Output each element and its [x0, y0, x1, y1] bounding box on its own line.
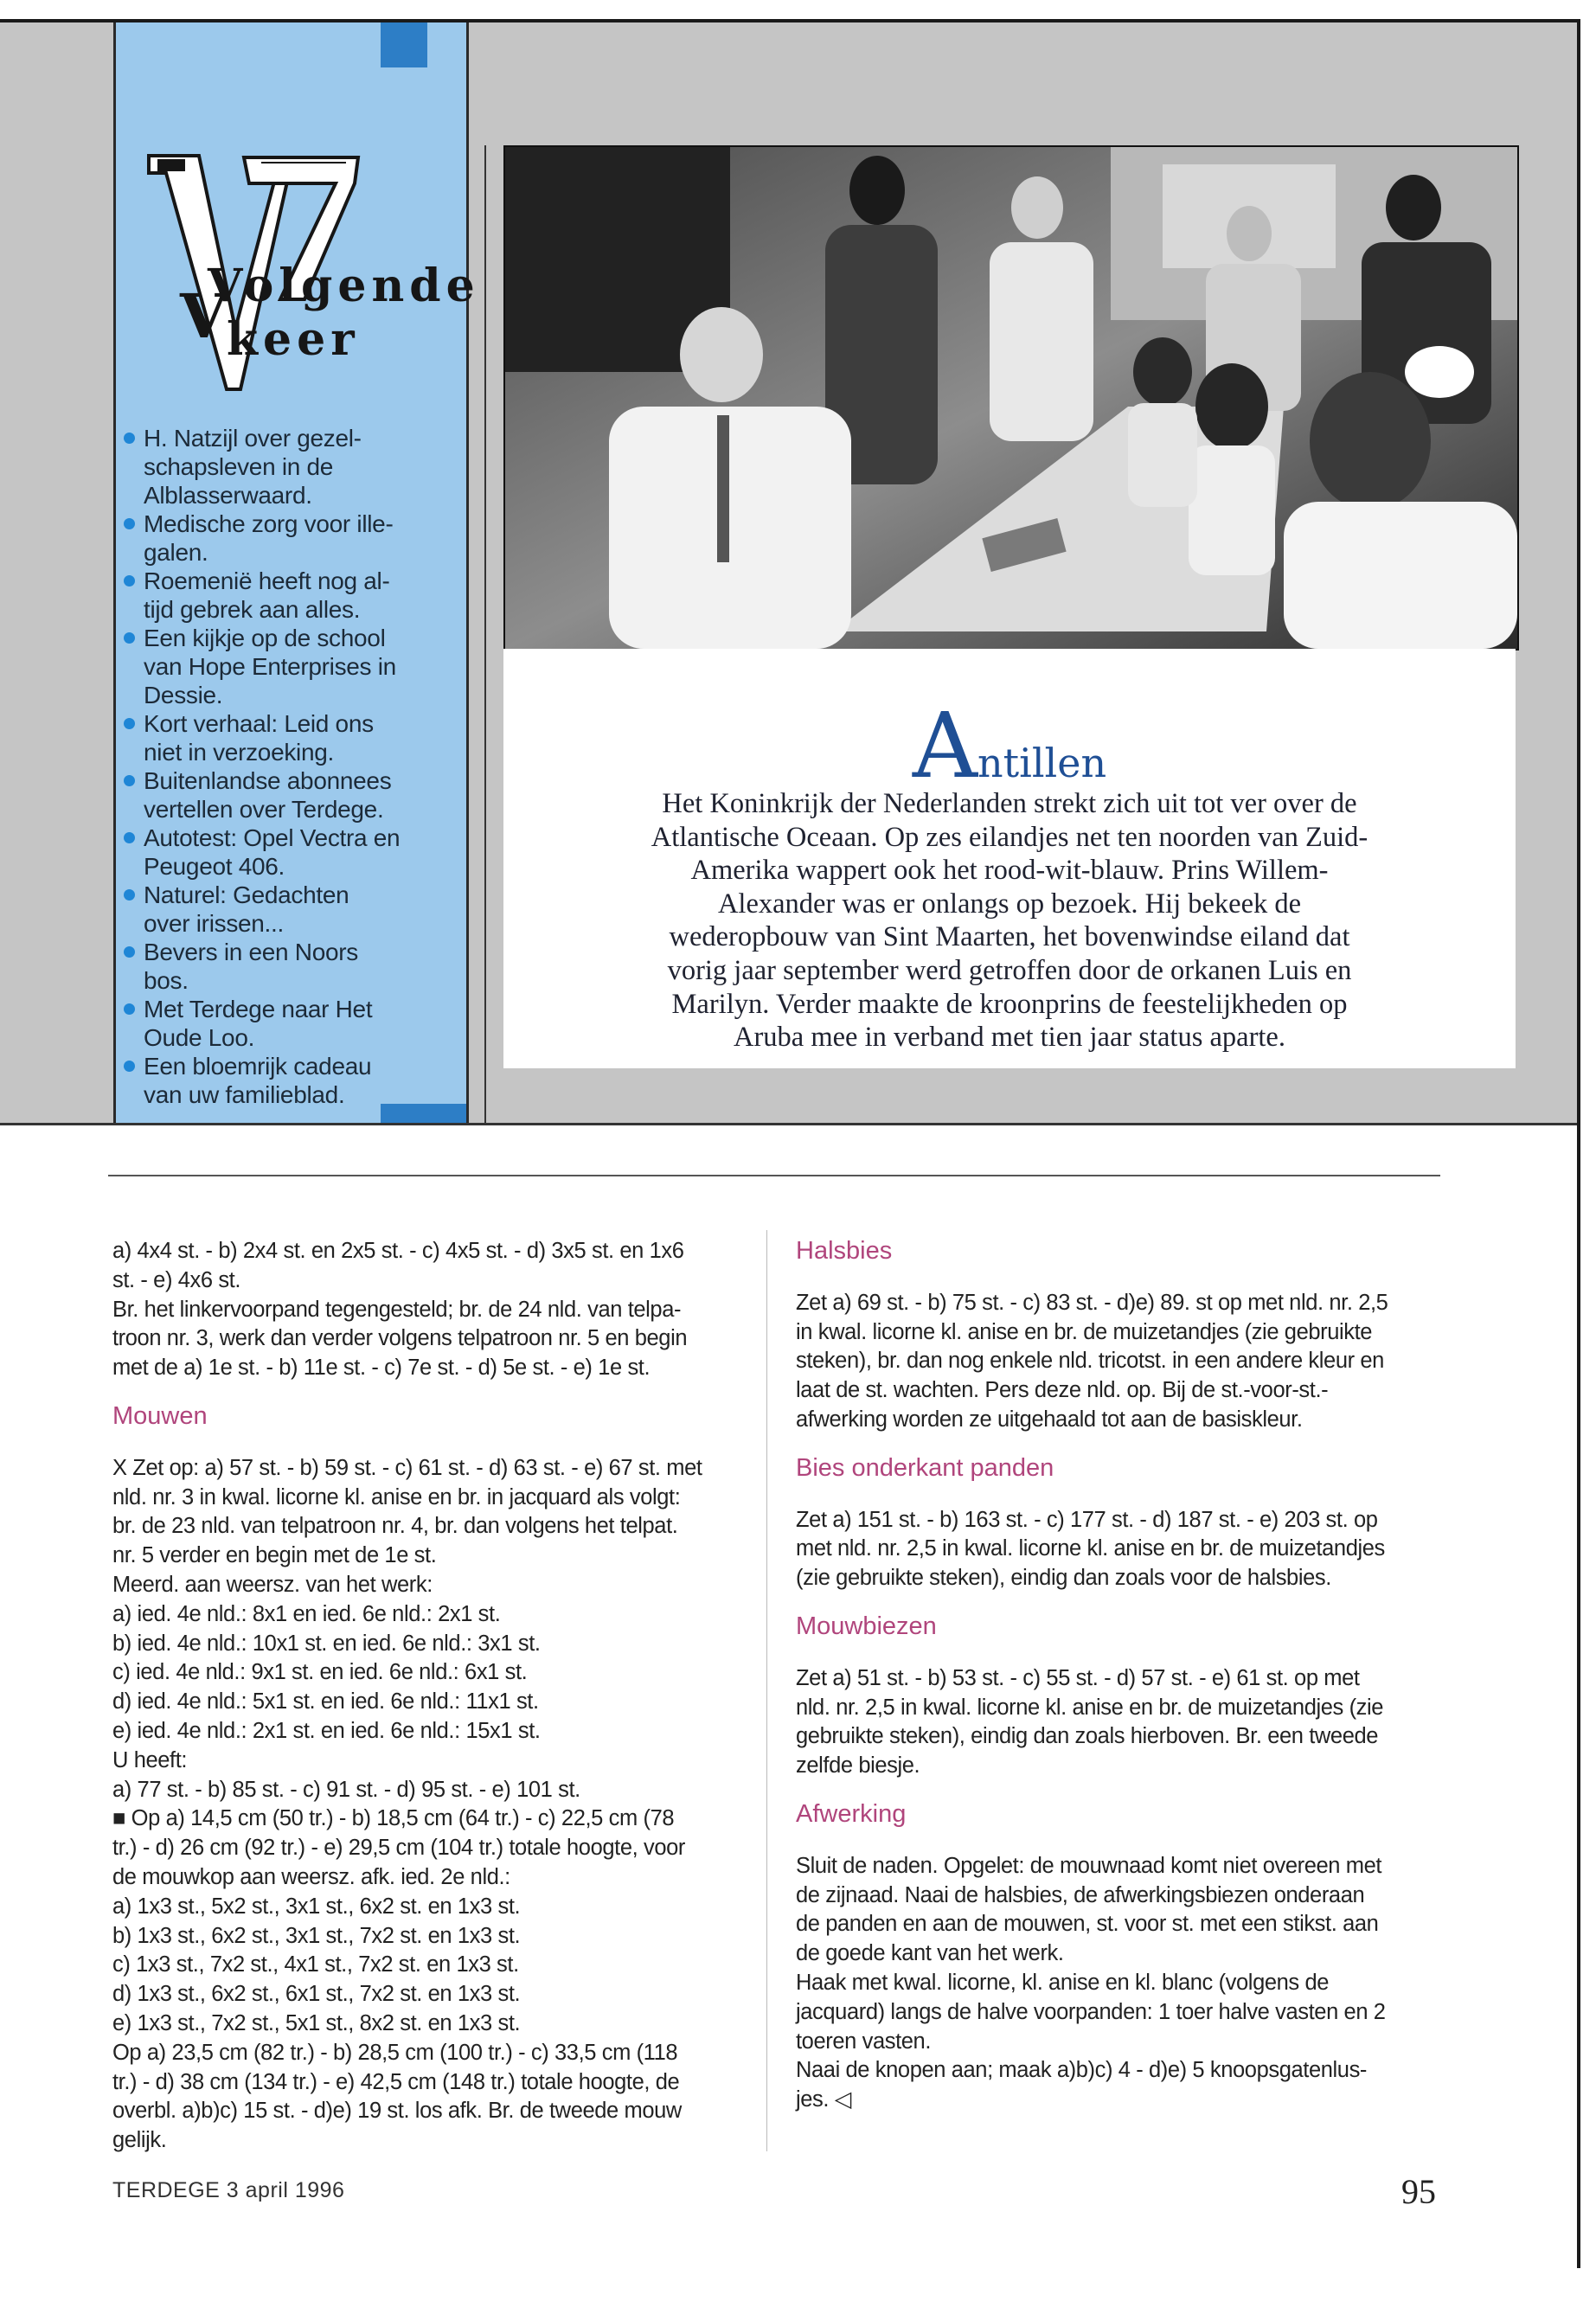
- article-column-right: [796, 1237, 1427, 2115]
- text-line: U heeft:: [112, 1747, 188, 1772]
- text-line: afwerking worden ze uitgehaald tot aan de basiskleur.: [796, 1407, 1303, 1432]
- text-line: Zet a) 69 st. - b) 75 st. - c) 83 st. - d)e) 89. st op met nld. nr. 2,5: [796, 1290, 1388, 1315]
- text-line: in kwal. licorne kl. anise en br. de muizetandjes (zie gebruikte: [796, 1319, 1373, 1344]
- text-line: Haak met kwal. licorne, kl. anise en kl. blanc (volgens de: [796, 1970, 1330, 1995]
- text-line: d) 1x3 st., 6x2 st., 6x1 st., 7x2 st. en 1x3 st.: [112, 1982, 521, 2007]
- text-line: ■ Op a) 14,5 cm (50 tr.) - b) 18,5 cm (64 tr.) - c) 22,5 cm (78: [112, 1806, 675, 1831]
- sidebar-title: [208, 260, 480, 367]
- feature-intro: [538, 787, 1481, 1054]
- next-issue-item-line: Met Terdege naar Het: [144, 996, 373, 1022]
- text-line: vorig jaar september werd getroffen door de orkanen Luis en: [667, 954, 1352, 986]
- bullet-icon: [124, 632, 135, 644]
- text-line: nld. nr. 3 in kwal. licorne kl. anise en br. in jacquard als volgt:: [112, 1484, 681, 1509]
- text-line: X Zet op: a) 57 st. - b) 59 st. - c) 61 st. - d) 63 st. - e) 67 st. met: [112, 1455, 702, 1480]
- next-issue-item-line: schapsleven in de: [144, 453, 334, 480]
- text-line: br. de 23 nld. van telpatroon nr. 4, br. dan volgens het telpat.: [112, 1514, 678, 1539]
- bies-text: [796, 1506, 1427, 1593]
- sidebar-edge-left: [113, 22, 116, 1123]
- heading-mouwen: Mouwen: [112, 1401, 208, 1430]
- next-issue-item-line: Naturel: Gedachten: [144, 881, 349, 908]
- text-line: a) 77 st. - b) 85 st. - c) 91 st. - d) 95 st. - e) 101 st.: [112, 1777, 580, 1802]
- next-issue-item-line: van uw familieblad.: [144, 1081, 345, 1108]
- bullet-icon: [124, 1061, 135, 1072]
- article-column-left: [112, 1237, 727, 2156]
- text-line: de mouwkop aan weersz. afk. ied. 2e nld.:: [112, 1864, 510, 1889]
- next-issue-item-line: H. Natzijl over gezel-: [144, 425, 362, 452]
- text-line: Sluit de naden. Opgelet: de mouwnaad komt niet overeen met: [796, 1853, 1382, 1878]
- next-issue-item-line: niet in verzoeking.: [144, 739, 334, 766]
- next-issue-item-line: Buitenlandse abonnees: [144, 767, 392, 794]
- next-issue-item: [128, 824, 439, 881]
- bullet-icon: [124, 575, 135, 586]
- text-line: laat de st. wachten. Pers deze nld. op. Bij de st.-voor-st.-: [796, 1378, 1329, 1403]
- text-line: steken), br. dan nog enkele nld. tricotst. in een andere kleur en: [796, 1349, 1384, 1374]
- text-line: a) ied. 4e nld.: 8x1 en ied. 6e nld.: 2x1 st.: [112, 1601, 501, 1626]
- heading-bies-onderkant: Bies onderkant panden: [796, 1453, 1054, 1482]
- text-line: Zet a) 151 st. - b) 163 st. - c) 177 st. - d) 187 st. - e) 203 st. op: [796, 1507, 1378, 1532]
- text-line: Meerd. aan weersz. van het werk:: [112, 1572, 433, 1597]
- next-issue-item-line: over irissen...: [144, 910, 284, 937]
- next-issue-item-line: Oude Loo.: [144, 1024, 255, 1051]
- text-line: de goede kant van het werk.: [796, 1941, 1064, 1966]
- next-issue-item: [128, 510, 439, 567]
- text-line: c) ied. 4e nld.: 9x1 st. en ied. 6e nld.: 6x1 st.: [112, 1660, 528, 1685]
- bullet-icon: [124, 946, 135, 958]
- text-line: zelfde biesje.: [796, 1753, 920, 1779]
- next-issue-item-line: Een kijkje op de school: [144, 625, 386, 651]
- text-line: troon nr. 3, werk dan verder volgens telpatroon nr. 5 en begin: [112, 1326, 688, 1351]
- column-divider: [484, 145, 486, 1125]
- text-line: jacquard) langs de halve voorpanden: 1 toer halve vasten en 2: [796, 1999, 1386, 2024]
- next-issue-item-line: Kort verhaal: Leid ons: [144, 710, 374, 737]
- photo-illustration: [505, 147, 1517, 649]
- band-bottom-line: [0, 1123, 1577, 1125]
- text-line: e) 1x3 st., 7x2 st., 5x1 st., 8x2 st. en 1x3 st.: [112, 2010, 521, 2035]
- next-issue-item-line: tijd gebrek aan alles.: [144, 596, 361, 623]
- next-issue-item-line: bos.: [144, 967, 189, 994]
- text-line: Zet a) 51 st. - b) 53 st. - c) 55 st. - d) 57 st. - e) 61 st. op met: [796, 1665, 1360, 1690]
- text-line: jes. ◁: [796, 2087, 851, 2112]
- next-issue-item: [128, 766, 439, 824]
- bullet-icon: [124, 718, 135, 729]
- text-line: d) ied. 4e nld.: 5x1 st. en ied. 6e nld.: 11x1 st.: [112, 1689, 539, 1715]
- prince-photo: [503, 145, 1519, 651]
- text-line: st. - e) 4x6 st.: [112, 1267, 241, 1292]
- feature-panel: [503, 649, 1516, 1068]
- next-issue-item-line: Peugeot 406.: [144, 853, 285, 880]
- sidebar-tab-top: [381, 22, 427, 67]
- text-line: Naai de knopen aan; maak a)b)c) 4 - d)e) 5 knoopsgatenlus-: [796, 2058, 1368, 2083]
- text-line: tr.) - d) 38 cm (134 tr.) - e) 42,5 cm (148 tr.) totale hoogte, de: [112, 2069, 680, 2094]
- afwerking-text: [796, 1852, 1427, 2115]
- feature-title: [503, 693, 1516, 798]
- next-issue-item-line: Alblasserwaard.: [144, 482, 312, 509]
- sidebar-title-line2: keer: [227, 313, 360, 366]
- text-line: (zie gebruikte steken), eindig dan zoals voor de halsbies.: [796, 1566, 1331, 1591]
- text-line: met de a) 1e st. - b) 11e st. - c) 7e st. - d) 5e st. - e) 1e st.: [112, 1356, 651, 1381]
- next-issue-item: [128, 624, 439, 709]
- text-line: a) 4x4 st. - b) 2x4 st. en 2x5 st. - c) 4x5 st. - d) 3x5 st. en 1x6: [112, 1239, 684, 1263]
- bullet-icon: [124, 1003, 135, 1015]
- sidebar-edge-right: [466, 22, 469, 1123]
- feature-title-rest: ntillen: [977, 740, 1107, 786]
- text-line: Atlantische Oceaan. Op zes eilandjes net ten noorden van Zuid-: [651, 821, 1368, 853]
- text-line: de zijnaad. Naai de halsbies, de afwerkingsbiezen onderaan: [796, 1882, 1365, 1907]
- bullet-icon: [124, 775, 135, 786]
- text-line: gelijk.: [112, 2128, 167, 2153]
- text-line: b) ied. 4e nld.: 10x1 st. en ied. 6e nld.: 3x1 st.: [112, 1631, 541, 1656]
- text-line: Br. het linkervoorpand tegengesteld; br. de 24 nld. van telpa-: [112, 1297, 682, 1322]
- text-line: e) ied. 4e nld.: 2x1 st. en ied. 6e nld.: 15x1 st.: [112, 1718, 541, 1743]
- next-issue-item-line: Medische zorg voor ille-: [144, 510, 394, 537]
- page-number: 95: [1401, 2172, 1436, 2211]
- next-issue-item-line: Autotest: Opel Vectra en: [144, 824, 401, 851]
- next-issue-item-line: Roemenië heeft nog al-: [144, 567, 390, 594]
- text-line: de panden en aan de mouwen, st. voor st. met een stikst. aan: [796, 1912, 1379, 1937]
- next-issue-item: [128, 881, 439, 938]
- next-issue-item-line: vertellen over Terdege.: [144, 796, 384, 823]
- text-line: tr.) - d) 26 cm (92 tr.) - e) 29,5 cm (104 tr.) totale hoogte, voor: [112, 1836, 685, 1861]
- halsbies-text: [796, 1289, 1427, 1435]
- next-issue-list: [128, 424, 439, 1109]
- text-line: gebruikte steken), eindig dan zoals hierboven. Br. een tweede: [796, 1724, 1379, 1749]
- text-line: c) 1x3 st., 7x2 st., 4x1 st., 7x2 st. en 1x3 st.: [112, 1952, 519, 1977]
- mouwen-text: [112, 1454, 727, 2156]
- next-issue-item: [128, 709, 439, 766]
- next-issue-item: [128, 995, 439, 1052]
- bullet-icon: [124, 518, 135, 529]
- text-line: Alexander was er onlangs op bezoek. Hij bekeek de: [717, 888, 1302, 920]
- text-line: overbl. a)b)c) 15 st. - d)e) 19 st. los afk. Br. de tweede mouw: [112, 2099, 682, 2124]
- next-issue-item-line: Een bloemrijk cadeau: [144, 1053, 372, 1080]
- bullet-icon: [124, 433, 135, 444]
- feature-title-cap: A: [912, 693, 977, 798]
- text-line: wederopbouw van Sint Maarten, het bovenwindse eiland dat: [669, 921, 1350, 953]
- footer-magazine: TERDEGE 3 april 1996: [112, 2178, 345, 2202]
- next-issue-item: [128, 1052, 439, 1109]
- horizontal-rule: [108, 1175, 1440, 1176]
- bullet-icon: [124, 832, 135, 843]
- next-issue-item: [128, 424, 439, 510]
- next-issue-item-line: Dessie.: [144, 682, 223, 708]
- next-issue-item: [128, 938, 439, 995]
- text-line: nr. 5 verder en begin met de 1e st.: [112, 1543, 437, 1568]
- text-line: nld. nr. 2,5 in kwal. licorne kl. anise en br. de muizetandjes (zie: [796, 1695, 1384, 1720]
- heading-mouwbiezen: Mouwbiezen: [796, 1612, 937, 1640]
- heading-halsbies: Halsbies: [796, 1237, 893, 1265]
- text-line: Op a) 23,5 cm (82 tr.) - b) 28,5 cm (100 tr.) - c) 33,5 cm (118: [112, 2040, 678, 2065]
- next-issue-item-line: van Hope Enterprises in: [144, 653, 396, 680]
- logo-letter: V: [180, 280, 228, 352]
- next-issue-item-line: Bevers in een Noors: [144, 939, 358, 965]
- next-issue-item: [128, 567, 439, 624]
- text-line: toeren vasten.: [796, 2029, 932, 2054]
- text-line: Marilyn. Verder maakte de kroonprins de feestelijkheden op: [671, 988, 1348, 1020]
- text-line: Aruba mee in verband met tien jaar status aparte.: [733, 1022, 1285, 1054]
- text-line: a) 1x3 st., 5x2 st., 3x1 st., 6x2 st. en 1x3 st.: [112, 1894, 521, 1919]
- text-line: met nld. nr. 2,5 in kwal. licorne kl. anise en br. de muizetandjes: [796, 1536, 1385, 1561]
- mouwbiezen-text: [796, 1664, 1427, 1781]
- text-line: Amerika wappert ook het rood-wit-blauw. Prins Willem-: [690, 855, 1329, 887]
- sidebar-title-line1: Volgende: [208, 260, 480, 312]
- text-line: Het Koninkrijk der Nederlanden strekt zich uit tot ver over de: [662, 788, 1357, 819]
- next-issue-item-line: galen.: [144, 539, 208, 566]
- column-divider-lower: [766, 1230, 767, 2151]
- pattern-intro: [112, 1237, 727, 1383]
- bullet-icon: [124, 889, 135, 901]
- page-border-right: [1577, 19, 1580, 2268]
- text-line: b) 1x3 st., 6x2 st., 3x1 st., 7x2 st. en 1x3 st.: [112, 1923, 521, 1948]
- heading-afwerking: Afwerking: [796, 1799, 907, 1828]
